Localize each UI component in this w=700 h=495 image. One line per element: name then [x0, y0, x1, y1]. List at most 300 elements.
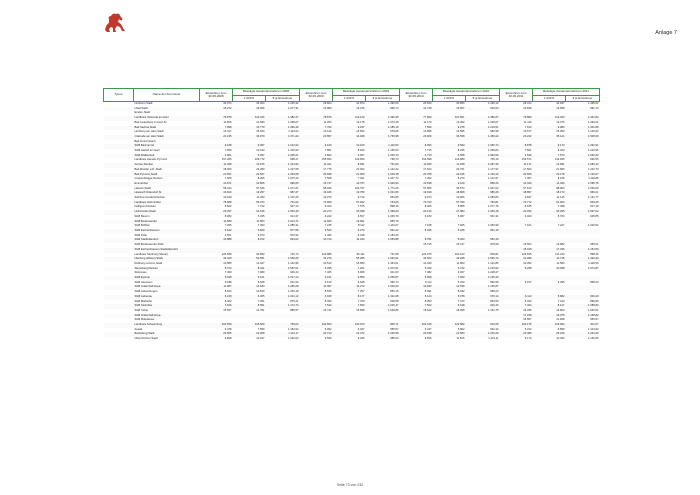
cell-value: 1.154,59 — [566, 248, 600, 253]
cell-kommune-name: Landkreis Holzminden — [134, 201, 200, 206]
cell-value: 11.171 — [500, 163, 533, 168]
cell-value: 57.610 — [523, 186, 532, 190]
cell-value: 30.850 — [456, 102, 465, 105]
cell-value: 7.361 — [257, 299, 265, 303]
subheader-eur: 1.000 € — [333, 96, 366, 102]
cell-value: 129.994 — [533, 323, 566, 328]
cell-value: 11.803 — [456, 261, 465, 265]
cell-value: 1.450,22 — [466, 135, 500, 140]
cell-value: 1.015,47 — [366, 304, 400, 309]
cell-value: 10.810 — [256, 290, 265, 294]
cell-value: 41.745 — [533, 257, 566, 262]
cell-value: 1.231,63 — [566, 332, 600, 337]
cell-value: 8.270 — [457, 177, 465, 181]
cell-value: 961,19 — [466, 229, 500, 234]
cell-value: 20.761 — [456, 167, 465, 171]
cell-value: 19.297 — [233, 191, 266, 196]
cell-value: 7.613 — [500, 126, 533, 131]
cell-value: 6.302 — [324, 327, 332, 331]
cell-kommune-name: SGB Bevern — [134, 214, 150, 218]
cell-value: 9.323 — [557, 149, 565, 153]
cell-value: 811,57 — [566, 323, 600, 328]
cell-value: 8.972 — [233, 238, 266, 243]
cell-value: 97.646 — [256, 186, 265, 190]
cell-value: 1.763,98 — [366, 135, 400, 140]
cell-value: 143.945 — [554, 158, 565, 162]
cell-value: 7.101 — [524, 224, 532, 228]
cell-kommune-name: Landkreis Osterode am Harz — [134, 116, 200, 121]
cell-value: 11.087 — [200, 285, 233, 290]
cell-value: 1.144,93 — [266, 163, 300, 168]
cell-value: 1.371,43 — [266, 135, 300, 140]
cell-value: 1.508,09 — [566, 135, 600, 140]
cell-value: 6.101 — [300, 276, 333, 281]
cell-value: 7.742 — [257, 205, 265, 209]
cell-value: 4.490 — [324, 233, 332, 237]
cell-value: 57.866 — [423, 186, 432, 190]
cell-value: 6.218 — [200, 295, 233, 300]
cell-value: 21.472 — [333, 332, 366, 337]
cell-value: 8.421 — [233, 267, 266, 272]
cell-value: 978,86 — [390, 130, 399, 134]
cell-value: 6.007 — [333, 154, 366, 159]
cell-value: 15.564 — [523, 243, 532, 247]
cell-value: 162.553 — [300, 323, 333, 328]
cell-value: 9.129 — [433, 182, 466, 187]
cell-value: 849,26 — [566, 201, 600, 206]
cell-value: 10.585 — [223, 261, 232, 265]
cell-value: 1.177,97 — [488, 167, 499, 171]
cell-kommune-name: Bad Pyrmont,Stadt — [134, 173, 200, 178]
cell-value: 6.526 — [300, 229, 333, 234]
cell-value: 7.998 — [200, 126, 233, 131]
cell-value: 9.974 — [424, 196, 432, 200]
cell-value: 79.879 — [200, 116, 233, 121]
cell-value: 1.039,86 — [388, 308, 399, 312]
cell-value: 872,92 — [290, 233, 299, 237]
cell-value: 20.714 — [300, 332, 333, 337]
cell-value: 74.606 — [300, 201, 333, 206]
cell-value: 11.097 — [300, 285, 333, 290]
cell-value: 1.118,56 — [588, 261, 599, 265]
cell-value: 5.862 — [457, 327, 465, 331]
cell-value: 1.280,28 — [266, 285, 300, 290]
cell-value: 9.569 — [324, 337, 332, 341]
cell-value: 1.237,68 — [288, 167, 299, 171]
cell-value: 42.937 — [556, 102, 565, 105]
cell-value: 6.157 — [524, 280, 532, 284]
cell-value: 1.495,62 — [588, 102, 599, 105]
cell-value: 1.047,74 — [388, 177, 399, 181]
cell-value: 7.473 — [457, 299, 465, 303]
subheader-eur: 1.000 € — [533, 96, 566, 102]
cell-value: 8.168 — [557, 177, 565, 181]
header-einnahmen-2011: Beteiligte Gesamteinnahmen 2011 — [533, 89, 600, 96]
cell-value: 15.580 — [356, 261, 365, 265]
cell-value: 1.055,88 — [366, 238, 400, 243]
cell-value: 6.113 — [500, 295, 533, 300]
header-einnahmen-2008: Beteiligte Gesamteinnahmen 2008 — [233, 89, 300, 96]
cell-kommune-name: Delligsen,Flecken — [134, 205, 156, 209]
cell-value: 9.067 — [457, 271, 465, 275]
cell-value: 42.028 — [333, 135, 366, 140]
cell-kommune-name: SGB Grafschaft Hoya — [134, 314, 200, 319]
subheader-per-capita: € je Einwohner — [466, 96, 500, 102]
cell-value: 1.196,07 — [488, 120, 499, 124]
cell-kommune-name: Emmerthal — [134, 182, 200, 187]
cell-value: 15.803 — [556, 308, 565, 312]
cell-value: 11.466 — [533, 182, 566, 187]
cell-value: 961,22 — [366, 229, 400, 234]
cell-value: 11.173 — [423, 120, 432, 124]
cell-kommune-name: Hameln,Stadt — [134, 186, 151, 190]
cell-value: 102.797 — [354, 186, 365, 190]
cell-kommune-name: Bad Lauterberg im Harz,St. — [134, 120, 168, 124]
cell-value: 8.993 — [400, 144, 433, 149]
cell-value: 72.772 — [500, 201, 533, 206]
cell-value: 8.878 — [500, 144, 533, 149]
cell-value: 1.184,94 — [288, 327, 299, 331]
cell-value: 124.885 — [321, 252, 332, 256]
cell-value: 1.205,32 — [288, 102, 299, 105]
cell-value: 1.245,73 — [366, 154, 400, 159]
cell-value: 914,37 — [290, 214, 299, 218]
cell-value: 949,44 — [290, 271, 299, 275]
cell-value: 9.847 — [524, 196, 532, 200]
cell-value: 1.072,48 — [388, 120, 399, 124]
cell-value: 9.980 — [533, 126, 566, 131]
appendix-label: Anlage 7 — [655, 30, 677, 36]
cell-value: 6.048 — [200, 276, 233, 281]
cell-value: 15.335 — [523, 308, 532, 312]
cell-kommune-name: Osterode am Harz,Stadt — [134, 135, 200, 140]
cell-kommune-name: SGB Liebenburgen — [134, 290, 158, 294]
cell-value: 7.559 — [257, 327, 265, 331]
cell-value: 987,27 — [266, 191, 300, 196]
cell-value: 966,74 — [390, 280, 399, 284]
cell-value: 1.131,85 — [488, 261, 499, 265]
cell-value: 5.967 — [457, 214, 465, 218]
cell-kommune-name: Landkreis Schaumburg — [134, 323, 200, 328]
cell-value: 1.630,23 — [566, 154, 600, 159]
cell-value: 5.978 — [433, 295, 466, 300]
cell-value: 1.136,53 — [388, 149, 399, 153]
cell-value: 1.091,91 — [366, 257, 400, 262]
cell-value: 9.237 — [333, 126, 366, 131]
cell-value: 858,26 — [466, 182, 500, 187]
cell-value: 1.184,25 — [388, 233, 399, 237]
cell-value: 6.222 — [324, 214, 332, 218]
cell-value: 73.723 — [400, 201, 433, 206]
cell-value: 15.557 — [523, 318, 532, 322]
cell-value: 1.219,96 — [588, 149, 599, 153]
cell-kommune-name: SGB Hattorf am Harz — [134, 149, 160, 153]
cell-value: 10.871 — [200, 182, 233, 187]
cell-kommune-name: SGB Heemsen — [134, 280, 153, 284]
cell-value: 123.815 — [521, 252, 532, 256]
cell-kommune-name: SGB Eystrup — [134, 276, 200, 281]
page-footer: Seite 73 von 232 — [336, 483, 364, 487]
cell-value: 8.042 — [457, 290, 465, 294]
cell-value: 1.036,58 — [366, 332, 400, 337]
cell-value: 24.246 — [433, 173, 466, 178]
cell-value: 18.897 — [500, 191, 533, 196]
cell-value: 10.744 — [300, 238, 333, 243]
cell-value: 1.627,02 — [488, 186, 499, 190]
cell-value: 6.899 — [557, 327, 565, 331]
cell-value: 6.133 — [324, 280, 332, 284]
cell-value: 20.457 — [200, 210, 233, 215]
cell-value: 1.104,92 — [588, 327, 599, 331]
cell-value: 11.421 — [300, 163, 333, 168]
cell-value: 8.127 — [533, 304, 566, 309]
cell-value: 1.020,02 — [288, 337, 299, 341]
cell-value: 885,57 — [290, 308, 299, 312]
cell-value: 1.000,93 — [366, 182, 400, 187]
cell-value: 918,58 — [390, 299, 399, 303]
cell-value: 15.018 — [500, 248, 533, 253]
cell-value: 1.048,13 — [488, 102, 499, 105]
cell-value: 23.178 — [533, 173, 566, 178]
cell-kommune-name: Bad Grund (Harz) — [134, 139, 156, 143]
cell-kommune-name: Auetal — [134, 327, 143, 331]
cell-value: 10.400 — [556, 337, 565, 341]
cell-value: 8.112 — [357, 224, 365, 228]
cell-value: 5.928 — [357, 280, 365, 284]
cell-value: 7.608 — [224, 177, 232, 181]
cell-value: 986,26 — [466, 191, 500, 196]
cell-value: 818,81 — [490, 252, 499, 256]
cell-value: 958,57 — [390, 327, 399, 331]
cell-value: 125.688 — [221, 252, 232, 256]
cell-value: 1.228,27 — [488, 271, 499, 275]
cell-value: 11.580 — [556, 261, 565, 265]
cell-value: 1.567,01 — [266, 267, 300, 272]
cell-value: 14.781 — [256, 308, 265, 312]
cell-value: 1.083,84 — [488, 196, 499, 200]
cell-value: 23.857 — [300, 135, 333, 140]
cell-value: 20.485 — [500, 332, 533, 337]
cell-value: 5.335 — [300, 267, 333, 272]
cell-value: 941,03 — [390, 271, 399, 275]
cell-value: 1.771,26 — [388, 186, 399, 190]
cell-value: 824,02 — [266, 238, 300, 243]
cell-value: 7.959 — [224, 149, 232, 153]
cell-value: 36.574 — [456, 186, 465, 190]
cell-value: 1.113,64 — [288, 130, 299, 134]
cell-value: 1.396,35 — [366, 116, 400, 121]
cell-value: 5.258 — [500, 267, 533, 272]
cell-value: 31.616 — [233, 210, 266, 215]
cell-value: 1.142,96 — [288, 261, 299, 265]
cell-value: 14.636 — [500, 107, 533, 112]
table-row — [104, 337, 600, 342]
cell-value: 1.085,31 — [288, 224, 299, 228]
cell-value: 13.677 — [523, 130, 532, 134]
cell-value: 10.638 — [400, 182, 433, 187]
cell-value: 1.017,24 — [266, 276, 300, 281]
cell-value: 4.551 — [224, 233, 232, 237]
cell-value: 1.030,51 — [588, 308, 599, 312]
cell-value: 1.301,89 — [566, 126, 600, 131]
cell-value: 11.854 — [233, 220, 266, 225]
cell-value: 107.961 — [433, 116, 466, 121]
cell-value: 1.146,87 — [466, 285, 500, 290]
cell-value: 32.276 — [300, 257, 333, 262]
cell-value: 35.121 — [533, 135, 566, 140]
cell-value: 22.507 — [233, 173, 266, 178]
cell-value: 8.177 — [333, 295, 366, 300]
cell-value: 8.955 — [457, 205, 465, 209]
subheader-eur: 1.000 € — [433, 96, 466, 102]
cell-value: 1.293,21 — [588, 120, 599, 124]
cell-value: 6.507 — [357, 214, 365, 218]
subheader-per-capita: € je Einwohner — [566, 96, 600, 102]
cell-value: 19.783 — [333, 191, 366, 196]
cell-value: 7.626 — [200, 304, 233, 309]
cell-value: 6.472 — [433, 267, 466, 272]
cell-value: 5.435 — [257, 214, 265, 218]
cell-value: 1.142,22 — [388, 167, 399, 171]
cell-value: 7.261 — [333, 267, 366, 272]
cell-value: 8.522 — [224, 205, 232, 209]
cell-value: 9.397 — [233, 144, 266, 149]
cell-value: 10.888 — [200, 238, 233, 243]
cell-value: 17.775 — [323, 167, 332, 171]
cell-value: 13.362 — [456, 120, 465, 124]
cell-value: 10.160 — [333, 144, 366, 149]
cell-value: 9.168 — [200, 144, 233, 149]
cell-value: 1.021,12 — [266, 295, 300, 300]
header-einnahmen-2010: Beteiligte Gesamteinnahmen 2010 — [433, 89, 500, 96]
cell-value: 36.300 — [256, 102, 265, 105]
cell-value: 7.851 — [324, 149, 332, 153]
cell-value: 1.045,29 — [466, 332, 500, 337]
cell-value: 12.991 — [533, 163, 566, 168]
cell-kommune-name: Bückeburg,Stadt — [134, 332, 200, 337]
cell-kommune-name: SGB Walkenried — [134, 154, 200, 159]
cell-value: 155.654 — [321, 158, 332, 162]
cell-value: 153.571 — [521, 158, 532, 162]
cell-value: 161.125 — [400, 323, 433, 328]
cell-value: 8.424 — [324, 205, 332, 209]
cell-value: 9.556 — [424, 337, 432, 341]
cell-value: 9.173 — [533, 144, 566, 149]
cell-value: 7.590 — [400, 126, 433, 131]
cell-kommune-name: SGB Boffzen — [134, 224, 150, 228]
cell-value: 10.933 — [400, 285, 433, 290]
header-name: Name der Kommune — [134, 89, 200, 102]
cell-value: 8.206 — [257, 177, 265, 181]
cell-kommune-name: Holzminden,Stadt — [134, 210, 200, 215]
cell-value: 11.500 — [300, 220, 333, 225]
cell-value: 601,94 — [290, 280, 299, 284]
cell-kommune-name: Bad Sachsa,Stadt — [134, 126, 200, 131]
cell-value: 7.460 — [224, 271, 232, 275]
cell-value: 8.951 — [233, 304, 266, 309]
cell-value: 6.397 — [233, 154, 266, 159]
cell-value: 14.968 — [556, 318, 565, 322]
cell-value: 1.101,57 — [488, 177, 499, 181]
cell-value: 58.444 — [223, 186, 232, 190]
cell-value: 9.593 — [433, 144, 466, 149]
cell-value: 157.205 — [221, 158, 232, 162]
header-einwohner-2008: Einwohner zum 30.06.2008 — [200, 89, 233, 102]
cell-value: 17.503 — [523, 167, 532, 171]
cell-value: 9.100 — [300, 144, 333, 149]
cell-value: 1.492,33 — [566, 257, 600, 262]
cell-value: 1.020,03 — [366, 285, 400, 290]
cell-value: 1.536,09 — [588, 186, 599, 190]
cell-typus — [104, 337, 134, 342]
cell-value: 20.302 — [356, 167, 365, 171]
cell-value: 17.238 — [500, 314, 533, 319]
cell-value: 14.982 — [556, 243, 565, 247]
cell-value: 8.236 — [457, 149, 465, 153]
cell-value: 6.325 — [233, 295, 266, 300]
cell-value: 61.904 — [533, 201, 566, 206]
cell-value: 6.047 — [357, 327, 365, 331]
cell-value: 10.747 — [300, 182, 333, 187]
cell-value: 7.709 — [357, 299, 365, 303]
cell-value: 20.665 — [200, 332, 233, 337]
cell-value: 18.058 — [456, 308, 465, 312]
cell-value: 31.996 — [500, 257, 533, 262]
cell-kommune-name: Hessisch Oldendorf,St. — [134, 191, 200, 196]
cell-kommune-name: Herzberg am Harz,Stadt — [134, 130, 164, 134]
cell-kommune-name: Emden,Stadt — [134, 111, 151, 115]
cell-value: 959,97 — [590, 318, 599, 322]
cell-value: 10.773 — [233, 126, 266, 131]
cell-value: 10.352 — [523, 261, 532, 265]
cell-value: 50.551 — [233, 257, 266, 262]
cell-value: 14.375 — [556, 120, 565, 124]
cell-value: 11.928 — [433, 163, 466, 168]
cell-value: 7.659 — [333, 304, 366, 309]
cell-value: 1.242,70 — [588, 167, 599, 171]
cell-value: 1.345,18 — [466, 210, 500, 215]
cell-value: 41.870 — [356, 102, 365, 105]
cell-value: 12.539 — [433, 285, 466, 290]
cell-value: 746,73 — [290, 252, 299, 256]
cell-value: 20.134 — [400, 210, 433, 215]
cell-value: 93.893 — [256, 252, 265, 256]
cell-value: 13.567 — [433, 107, 466, 112]
cell-value: 17.624 — [423, 167, 432, 171]
cell-value: 1.974,87 — [566, 267, 600, 272]
cell-value: 1.075,43 — [288, 177, 299, 181]
cell-value: 109.772 — [254, 158, 265, 162]
cell-value: 19.923 — [200, 191, 233, 196]
cell-value: 932,42 — [490, 327, 499, 331]
cell-value: 154.598 — [421, 158, 432, 162]
table-body — [104, 102, 600, 342]
cell-value: 1.461,84 — [566, 116, 600, 121]
cell-value: 1.268,07 — [288, 120, 299, 124]
cell-value: 1.057,45 — [466, 163, 500, 168]
cell-value: 95.111 — [356, 252, 365, 256]
cell-value: 1.083,13 — [566, 163, 600, 168]
header-einnahmen-2009: Beteiligte Gesamteinnahmen 2009 — [333, 89, 400, 96]
cell-value: 9.188 — [224, 280, 232, 284]
cell-kommune-name: SGB Polle — [134, 233, 147, 237]
cell-value: 1.158,82 — [566, 314, 600, 319]
cell-value: 14.122 — [323, 130, 332, 134]
cell-value: 919,43 — [466, 304, 500, 309]
cell-kommune-name: SGB Eschershausen-Stadtoldendorf — [134, 248, 200, 253]
cell-value: 961,31 — [490, 214, 499, 218]
cell-value: 10.513 — [323, 261, 332, 265]
